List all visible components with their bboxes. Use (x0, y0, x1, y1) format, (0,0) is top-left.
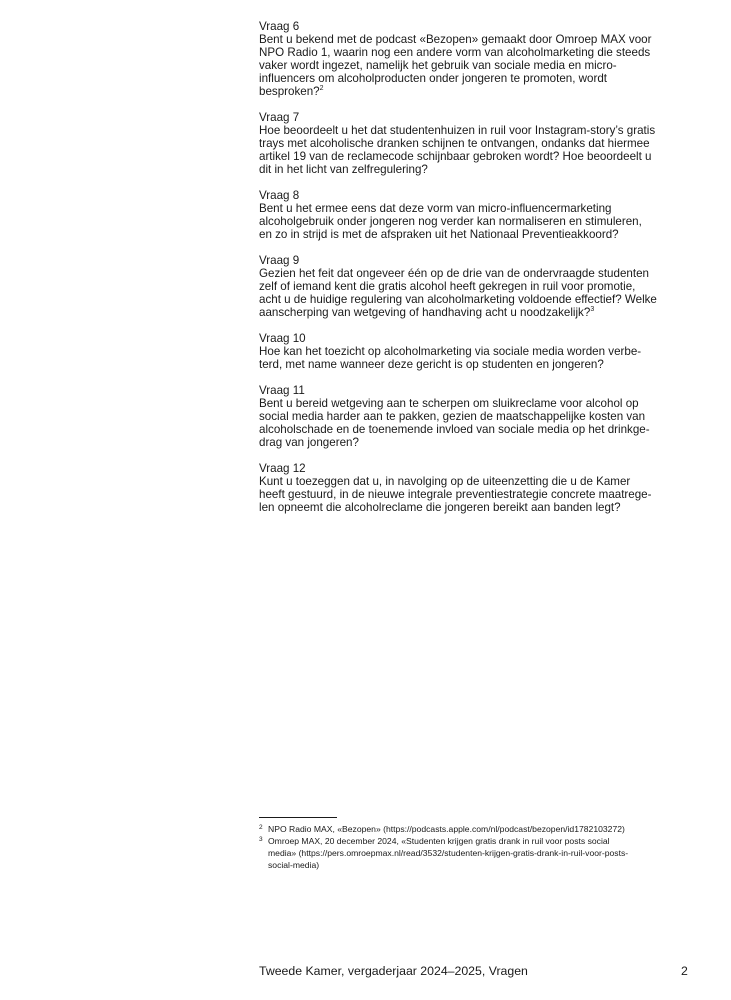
footnote-text: NPO Radio MAX, «Bezopen» (https://podcasts.apple.com/nl/podcast/bezopen/id1782103272) (268, 824, 625, 834)
footnote-divider (259, 817, 337, 818)
question-body (259, 476, 691, 515)
question-title: Vraag 8 (259, 188, 300, 202)
footnote-2 (259, 823, 699, 835)
question-body (259, 34, 691, 99)
question-text: Bent u bereid wetgeving aan te scherpen om sluikreclame voor alcohol op social media harder aan te pakken, gezien de maatschappelijke kosten van alcoholschade en de toenemende invloed van sociale media op het drinkge- drag van jongeren? (259, 397, 650, 449)
question-title: Vraag 6 (259, 20, 300, 33)
question-title: Vraag 7 (259, 110, 300, 124)
question-12 (259, 463, 691, 515)
question-title: Vraag 12 (259, 462, 306, 476)
footer-title: Tweede Kamer, vergaderjaar 2024–2025, Vragen (259, 964, 528, 978)
question-title: Vraag 10 (259, 332, 306, 346)
question-8 (259, 190, 691, 242)
footnote-text: Omroep MAX, 20 december 2024, «Studenten krijgen gratis drank in ruil voor posts social media» (https://pers.omroepmax.nl/read/3532/studenten-krijgen-gratis-drank-in-ruil-voor-posts- social-media) (268, 836, 629, 870)
question-6 (259, 21, 691, 98)
footnote-number: 3 (259, 836, 263, 843)
question-body (259, 346, 691, 372)
page-number: 2 (681, 964, 688, 978)
question-body (259, 268, 691, 320)
footnote-reference: 3 (590, 305, 595, 313)
question-10 (259, 333, 691, 372)
question-7 (259, 112, 691, 177)
question-9 (259, 255, 691, 320)
question-body (259, 398, 691, 450)
question-11 (259, 385, 691, 450)
question-body (259, 125, 691, 177)
footnote-number: 2 (259, 824, 263, 831)
question-text: Gezien het feit dat ongeveer één op de drie van de ondervraagde studenten zelf of iemand kent die gratis alcohol heeft gekregen in ruil voor promotie, acht u de huidige regulering van alcoholmarketing voldoende effectief? Welke aanscherping van wetgeving of handhaving acht u noodzakelijk? (259, 267, 657, 319)
question-title: Vraag 9 (259, 254, 300, 268)
footnote-3 (259, 835, 699, 871)
question-text: Bent u bekend met de podcast «Bezopen» gemaakt door Omroep MAX voor NPO Radio 1, waarin nog een andere vorm van alcoholmarketing die steeds vaker wordt ingezet, namelijk het gebruik van sociale media en micro- influencers om alcoholproducten onder jongeren te promoten, wordt besproken? (259, 32, 652, 98)
question-text: Hoe kan het toezicht op alcoholmarketing via sociale media worden verbe- terd, met name wanneer deze gericht is op studenten en jongeren? (259, 345, 642, 371)
question-text: Kunt u toezeggen dat u, in navolging op de uiteenzetting die u de Kamer heeft gestuurd, in de nieuwe integrale preventiestrategie concrete maatrege- len opneemt die alcoholreclame die jongeren bereikt aan banden legt? (259, 475, 652, 515)
question-title: Vraag 11 (259, 384, 305, 398)
footnote-reference: 2 (319, 84, 324, 92)
questions-list (259, 21, 691, 529)
question-text: Hoe beoordeelt u het dat studentenhuizen in ruil voor Instagram-story’s gratis trays met alcoholische dranken schijnen te ontvangen, ondanks dat hiermee artikel 19 van de reclamecode schijnbaar gebroken wordt? Hoe beoordeelt u dit in het licht van zelfregulering? (259, 123, 656, 176)
footnotes (259, 823, 699, 871)
question-body (259, 203, 691, 242)
question-text: Bent u het ermee eens dat deze vorm van micro-influencermarketing alcoholgebruik onder jongeren nog verder kan normaliseren en stimuleren, en zo in strijd is met de afspraken uit het Nationaal Preventieakkoord? (259, 201, 642, 241)
